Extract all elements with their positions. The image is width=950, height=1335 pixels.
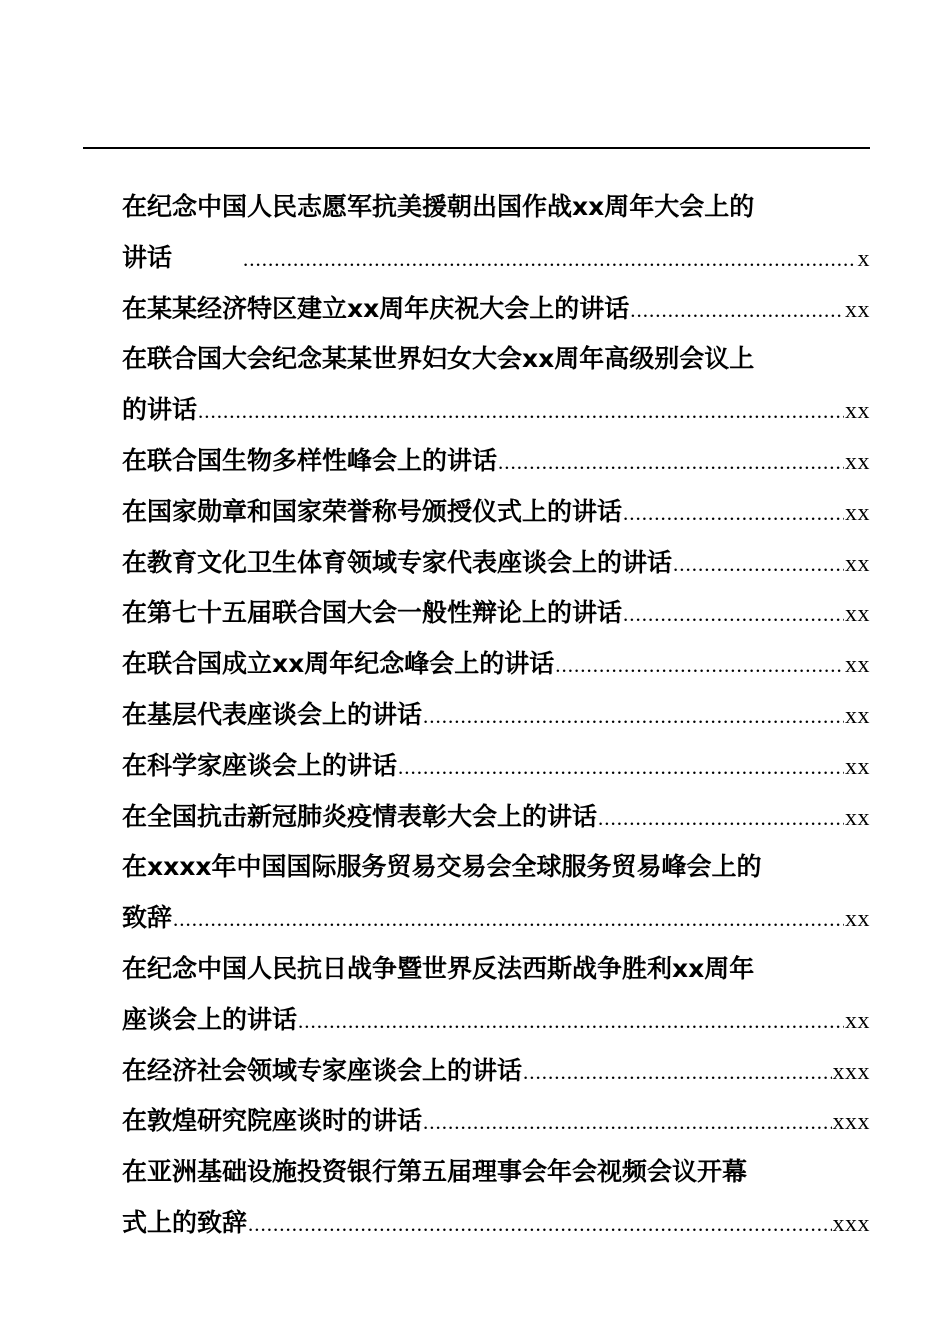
toc-entry-title: 的讲话 xyxy=(122,395,198,425)
toc-page-number: xx xyxy=(845,702,870,729)
toc-page-number: xxx xyxy=(832,1109,870,1136)
toc-entry-title: 在纪念中国人民志愿军抗美援朝出国作战xx周年大会上的 xyxy=(122,192,755,221)
toc-entry-title: 在第七十五届联合国大会一般性辩论上的讲话 xyxy=(122,598,623,628)
toc-entry[interactable] xyxy=(122,436,870,487)
toc-entry-title: 在教育文化卫生体育领域专家代表座谈会上的讲话 xyxy=(122,547,673,577)
toc-entry-title: 在某某经济特区建立xx周年庆祝大会上的讲话 xyxy=(122,293,630,323)
dot-leader xyxy=(248,1199,831,1250)
toc-entry-title: 在纪念中国人民抗日战争暨世界反法西斯战争胜利xx周年 xyxy=(122,953,755,983)
dot-leader xyxy=(598,793,844,844)
toc-entry[interactable] xyxy=(122,233,870,284)
toc-entry-title: 在敦煌研究院座谈时的讲话 xyxy=(122,1106,423,1136)
toc-entry-line xyxy=(122,182,870,233)
dot-leader xyxy=(623,488,844,539)
toc-entry[interactable] xyxy=(122,588,870,639)
toc-entry[interactable] xyxy=(122,1198,870,1249)
toc-page-number: xx xyxy=(845,906,870,933)
toc-entry[interactable] xyxy=(122,538,870,589)
dot-leader xyxy=(555,640,844,691)
toc-page-number: xx xyxy=(845,753,870,780)
toc-page-number: xx xyxy=(845,296,870,323)
toc-entry[interactable] xyxy=(122,1046,870,1097)
table-of-contents xyxy=(122,182,870,1249)
toc-entry[interactable] xyxy=(122,792,870,843)
toc-entry-line xyxy=(122,1147,870,1198)
toc-entry-line xyxy=(122,842,870,893)
toc-entry-title: 在联合国生物多样性峰会上的讲话 xyxy=(122,445,498,475)
dot-leader xyxy=(298,996,844,1047)
toc-page-number: x xyxy=(857,245,870,272)
toc-entry-title: 在联合国成立xx周年纪念峰会上的讲话 xyxy=(122,649,555,679)
toc-entry-title: 在亚洲基础设施投资银行第五届理事会年会视频会议开幕 xyxy=(122,1157,748,1187)
toc-entry-title: 在xxxx年中国国际服务贸易交易会全球服务贸易峰会上的 xyxy=(122,852,762,882)
toc-page-number: xx xyxy=(845,652,870,679)
header-rule xyxy=(83,147,870,149)
toc-entry[interactable] xyxy=(122,995,870,1046)
toc-entry-title: 致辞 xyxy=(122,903,173,933)
dot-leader xyxy=(423,691,844,742)
toc-entry[interactable] xyxy=(122,385,870,436)
toc-page-number: xxx xyxy=(832,1058,870,1085)
toc-entry-line xyxy=(122,944,870,995)
dot-leader xyxy=(243,234,857,285)
dot-leader xyxy=(398,742,844,793)
toc-entry-title: 在联合国大会纪念某某世界妇女大会xx周年高级别会议上 xyxy=(122,344,755,374)
toc-entry-title: 式上的致辞 xyxy=(122,1207,248,1237)
toc-entry[interactable] xyxy=(122,741,870,792)
toc-page-number: xx xyxy=(845,601,870,628)
toc-page-number: xx xyxy=(845,550,870,577)
dot-leader xyxy=(423,1097,831,1148)
toc-entry[interactable] xyxy=(122,284,870,335)
dot-leader xyxy=(198,386,844,437)
toc-entry-title: 在基层代表座谈会上的讲话 xyxy=(122,699,423,729)
toc-entry-title: 在国家勋章和国家荣誉称号颁授仪式上的讲话 xyxy=(122,496,623,526)
toc-entry[interactable] xyxy=(122,893,870,944)
toc-entry-title: 在科学家座谈会上的讲话 xyxy=(122,750,398,780)
toc-entry-title: 讲话 xyxy=(122,242,173,272)
toc-entry[interactable] xyxy=(122,487,870,538)
toc-entry-title: 在经济社会领域专家座谈会上的讲话 xyxy=(122,1055,523,1085)
toc-page-number: xx xyxy=(845,1007,870,1034)
toc-entry-title: 在全国抗击新冠肺炎疫情表彰大会上的讲话 xyxy=(122,801,598,831)
dot-leader xyxy=(498,437,844,488)
toc-page-number: xxx xyxy=(832,1210,870,1237)
toc-entry-line xyxy=(122,334,870,385)
dot-leader xyxy=(673,539,844,590)
toc-page-number: xx xyxy=(845,448,870,475)
dot-leader xyxy=(630,285,844,336)
toc-page-number: xx xyxy=(845,804,870,831)
toc-page-number: xx xyxy=(845,499,870,526)
toc-entry[interactable] xyxy=(122,690,870,741)
dot-leader xyxy=(623,589,844,640)
dot-leader xyxy=(173,894,844,945)
toc-entry[interactable] xyxy=(122,1096,870,1147)
toc-entry[interactable] xyxy=(122,639,870,690)
toc-entry-title: 座谈会上的讲话 xyxy=(122,1004,298,1034)
toc-page-number: xx xyxy=(845,398,870,425)
dot-leader xyxy=(523,1047,831,1098)
